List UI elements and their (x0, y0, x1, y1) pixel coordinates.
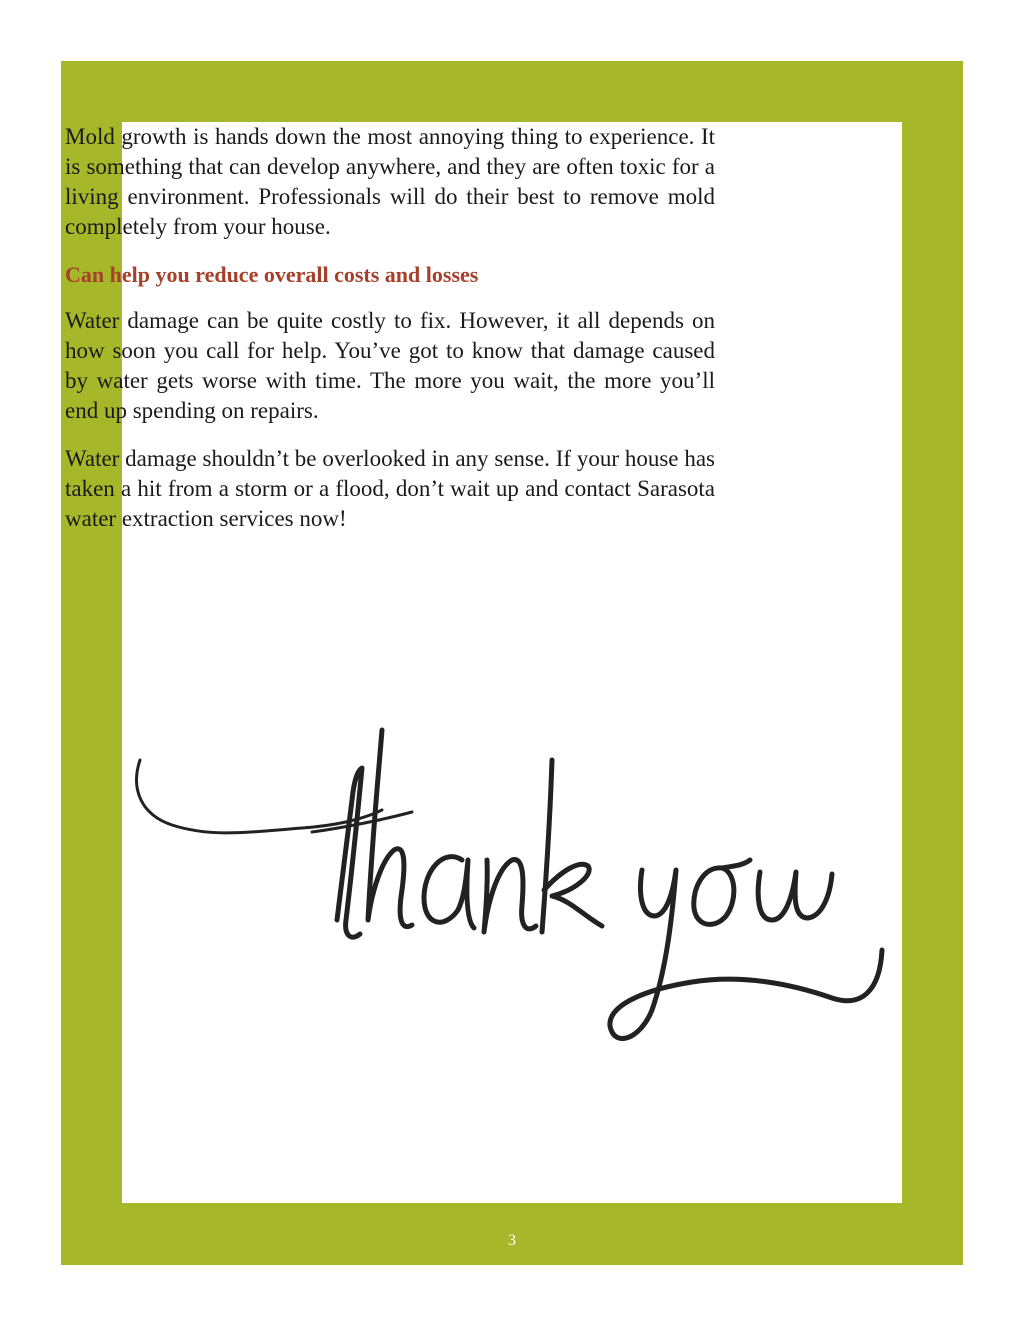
letter-o (694, 860, 750, 924)
paragraph-call-to-action: Water damage shouldn’t be overlooked in any sense. If your house has taken a hit from a storm or a flood, don’t wait up and contact Sarasota water extraction services now! (65, 446, 715, 531)
page-number: 3 (508, 1232, 516, 1249)
article-body (65, 122, 715, 552)
letter-t (337, 768, 362, 937)
letter-t-cross (312, 812, 412, 832)
left-flourish (137, 760, 382, 833)
letter-k (542, 760, 602, 932)
letter-h (368, 730, 412, 927)
letter-y (610, 870, 882, 1039)
letter-a (424, 857, 474, 928)
letter-u (758, 872, 832, 920)
section-heading: Can help you reduce overall costs and losses (65, 262, 479, 287)
paragraph-costs: Water damage can be quite costly to fix. However, it all depends on how soon you call for help. You’ve got to know that damage caused by water gets worse with time. The more you wait, the more you’ll end up spending on repairs. (65, 308, 715, 423)
paragraph-mold: Mold growth is hands down the most annoying thing to experience. It is something that can develop anywhere, and they are often toxic for a living environment. Professionals will do their best to remove mold completely from your house. (65, 124, 715, 239)
letter-n (484, 860, 536, 932)
thank-you-script-image (132, 720, 892, 1100)
